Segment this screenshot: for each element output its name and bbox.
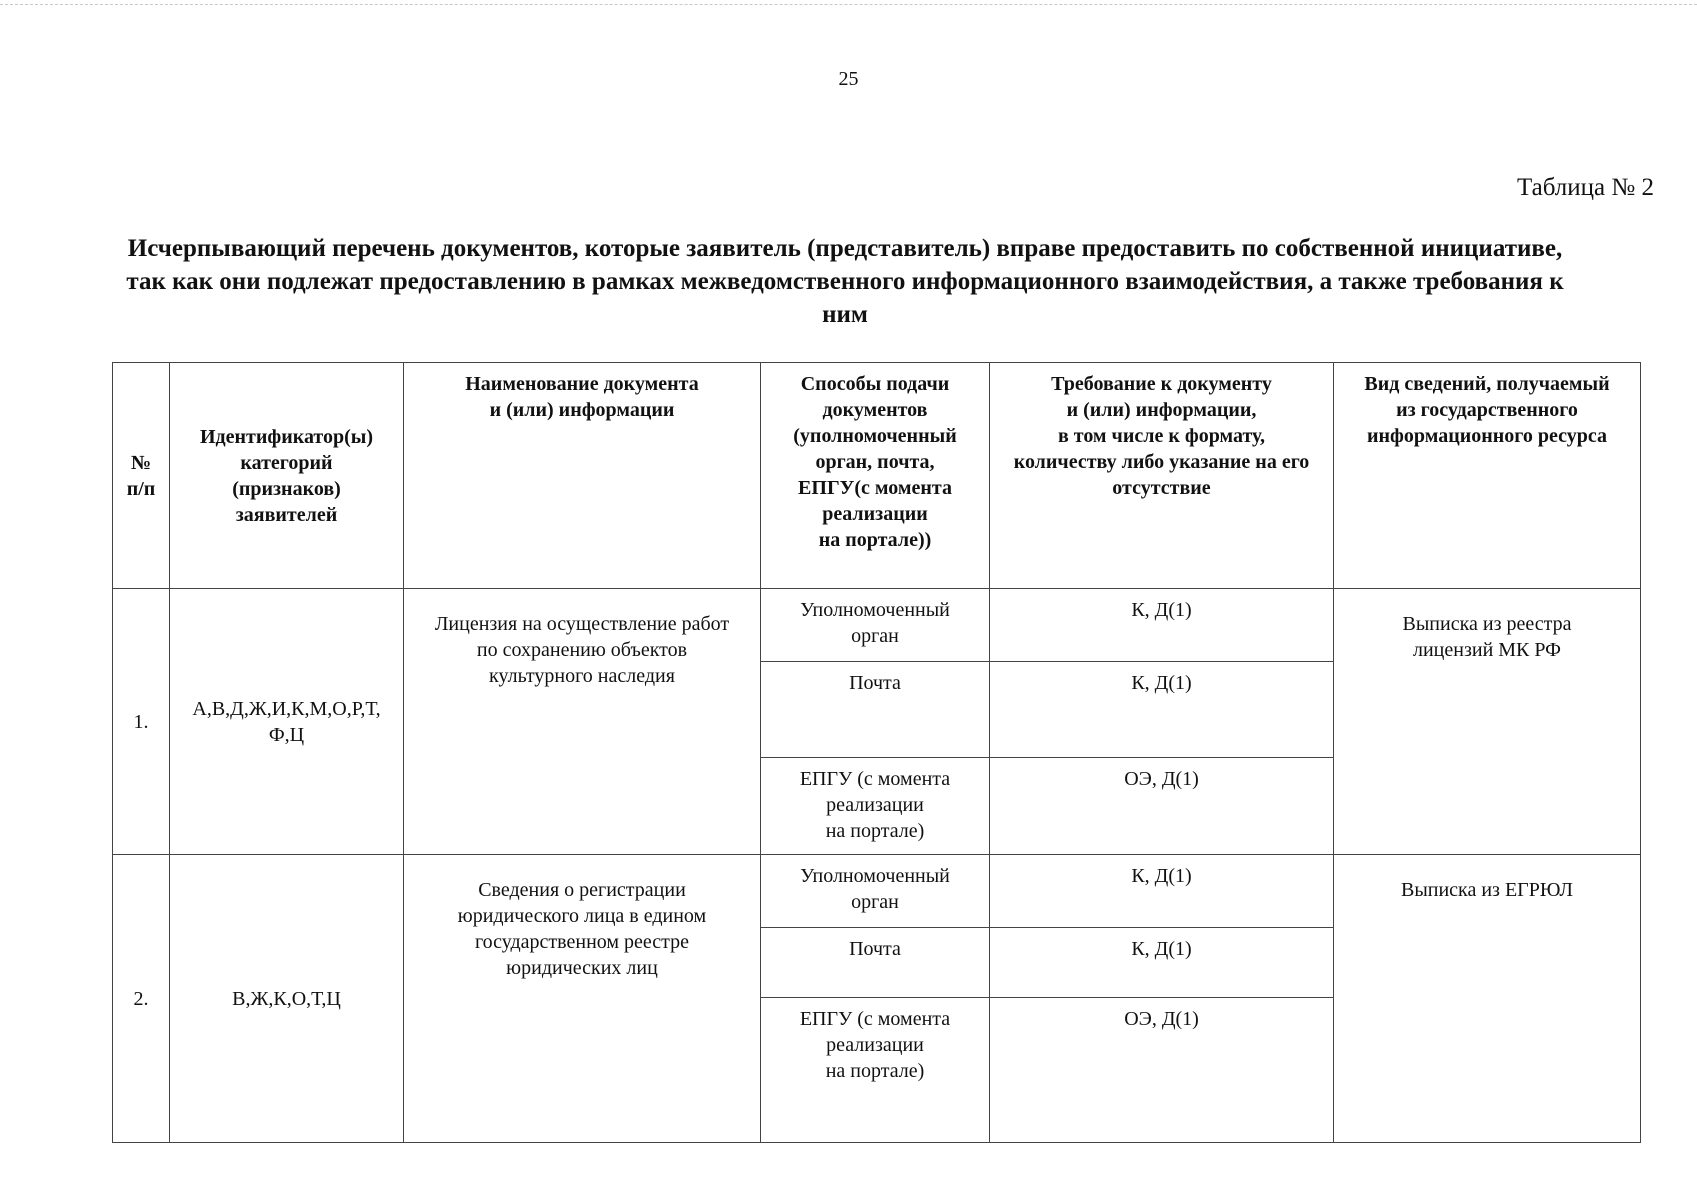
row-method: Уполномоченный орган xyxy=(761,855,990,928)
row-identifiers: А,В,Д,Ж,И,К,М,О,Р,Т, Ф,Ц xyxy=(170,589,404,855)
table-row xyxy=(113,855,1641,928)
page-number: 25 xyxy=(838,68,859,90)
row-requirement: ОЭ, Д(1) xyxy=(990,998,1334,1143)
table-row xyxy=(113,589,1641,662)
row-requirement: К, Д(1) xyxy=(990,928,1334,998)
header-identifiers: Идентификатор(ы) категорий (признаков) заявителей xyxy=(170,363,404,589)
row-method: Почта xyxy=(761,928,990,998)
row-method: ЕПГУ (с момента реализации на портале) xyxy=(761,758,990,855)
row-info-type: Выписка из ЕГРЮЛ xyxy=(1334,855,1641,1143)
row-doc-name: Лицензия на осуществление работ по сохранению объектов культурного наследия xyxy=(404,589,761,855)
row-requirement: К, Д(1) xyxy=(990,662,1334,758)
row-requirement: ОЭ, Д(1) xyxy=(990,758,1334,855)
row-num: 1. xyxy=(113,589,170,855)
row-method: ЕПГУ (с момента реализации на портале) xyxy=(761,998,990,1143)
row-doc-name: Сведения о регистрации юридического лица в едином государственном реестре юридических лиц xyxy=(404,855,761,1143)
row-num: 2. xyxy=(113,855,170,1143)
header-info-type: Вид сведений, получаемый из государственного информационного ресурса xyxy=(1334,363,1641,589)
document-title: Исчерпывающий перечень документов, которые заявитель (представитель) вправе предоставить по собственной инициативе, так как они подлежат предоставлению в рамках межведомственного информационного взаимодействия, а также требования к ним xyxy=(126,235,1564,328)
header-doc-name: Наименование документа и (или) информации xyxy=(404,363,761,589)
header-requirements: Требование к документу и (или) информации, в том числе к формату, количеству либо указание на его отсутствие xyxy=(990,363,1334,589)
header-submission: Способы подачи документов (уполномоченный орган, почта, ЕПГУ(с момента реализации на портале)) xyxy=(761,363,990,589)
row-info-type: Выписка из реестра лицензий МК РФ xyxy=(1334,589,1641,855)
table-header-row xyxy=(113,363,1641,589)
top-scan-rule xyxy=(0,4,1697,5)
documents-table xyxy=(112,362,1641,1143)
row-identifiers: В,Ж,К,О,Т,Ц xyxy=(170,855,404,1143)
row-requirement: К, Д(1) xyxy=(990,855,1334,928)
header-num: № п/п xyxy=(113,363,170,589)
row-requirement: К, Д(1) xyxy=(990,589,1334,662)
row-method: Уполномоченный орган xyxy=(761,589,990,662)
table-label: Таблица № 2 xyxy=(1516,174,1654,201)
row-method: Почта xyxy=(761,662,990,758)
